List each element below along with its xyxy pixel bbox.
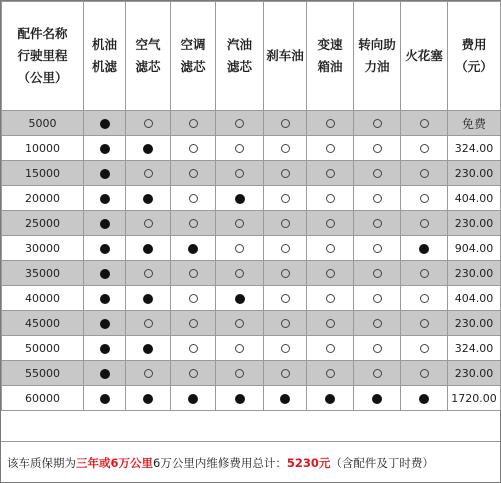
filled-circle-icon [325, 394, 335, 404]
filled-circle-icon [100, 169, 110, 179]
service-mark-cell [171, 361, 216, 386]
hollow-circle-icon [373, 344, 382, 353]
service-mark-cell [126, 186, 171, 211]
footer-total-highlight: 5230元 [286, 455, 331, 470]
header-fee-line-2: （元） [455, 59, 493, 74]
service-mark-cell [401, 211, 448, 236]
hollow-circle-icon [281, 119, 290, 128]
table-row [2, 186, 501, 211]
service-mark-cell [264, 361, 307, 386]
header-ac-filter [171, 2, 216, 111]
hollow-circle-icon [144, 219, 153, 228]
mileage-cell: 20000 [2, 186, 84, 211]
filled-circle-icon [235, 194, 245, 204]
service-mark-cell [216, 211, 264, 236]
hollow-circle-icon [235, 319, 244, 328]
table-row [2, 286, 501, 311]
service-mark-cell [264, 211, 307, 236]
header-brake-fluid-line-1: 刹车油 [266, 48, 304, 63]
service-mark-cell [216, 386, 264, 411]
hollow-circle-icon [420, 169, 429, 178]
service-mark-cell [401, 186, 448, 211]
service-mark-cell [126, 111, 171, 136]
filled-circle-icon [100, 344, 110, 354]
hollow-circle-icon [326, 319, 335, 328]
service-mark-cell [401, 386, 448, 411]
service-mark-cell [126, 261, 171, 286]
header-mileage [2, 2, 84, 111]
mileage-cell: 45000 [2, 311, 84, 336]
table-row [2, 336, 501, 361]
header-ac-filter-line-2: 滤芯 [180, 59, 206, 74]
hollow-circle-icon [281, 244, 290, 253]
service-mark-cell [84, 161, 126, 186]
service-mark-cell [354, 186, 401, 211]
service-mark-cell [216, 311, 264, 336]
hollow-circle-icon [420, 119, 429, 128]
service-mark-cell [354, 136, 401, 161]
hollow-circle-icon [235, 144, 244, 153]
service-mark-cell [126, 386, 171, 411]
hollow-circle-icon [144, 369, 153, 378]
service-mark-cell [126, 161, 171, 186]
header-fee-line-1: 费用 [461, 37, 487, 52]
header-oil-filter-line-2: 机滤 [91, 59, 117, 74]
hollow-circle-icon [373, 319, 382, 328]
filled-circle-icon [143, 294, 153, 304]
service-mark-cell [84, 136, 126, 161]
hollow-circle-icon [420, 269, 429, 278]
filled-circle-icon [143, 244, 153, 254]
hollow-circle-icon [281, 369, 290, 378]
service-mark-cell [171, 311, 216, 336]
hollow-circle-icon [326, 269, 335, 278]
filled-circle-icon [100, 369, 110, 379]
service-mark-cell [354, 386, 401, 411]
service-mark-cell [84, 361, 126, 386]
fee-cell: 230.00 [448, 311, 501, 336]
service-mark-cell [354, 111, 401, 136]
fee-cell: 230.00 [448, 361, 501, 386]
hollow-circle-icon [189, 219, 198, 228]
header-oil-filter-line-1: 机油 [91, 37, 117, 52]
table-row [2, 311, 501, 336]
service-mark-cell [84, 236, 126, 261]
hollow-circle-icon [281, 144, 290, 153]
hollow-circle-icon [420, 219, 429, 228]
hollow-circle-icon [373, 119, 382, 128]
service-mark-cell [354, 336, 401, 361]
mileage-cell: 40000 [2, 286, 84, 311]
hollow-circle-icon [326, 119, 335, 128]
service-mark-cell [354, 286, 401, 311]
hollow-circle-icon [326, 144, 335, 153]
hollow-circle-icon [326, 294, 335, 303]
mileage-cell: 30000 [2, 236, 84, 261]
service-mark-cell [264, 186, 307, 211]
service-mark-cell [401, 111, 448, 136]
service-mark-cell [307, 361, 354, 386]
hollow-circle-icon [373, 294, 382, 303]
mileage-cell: 35000 [2, 261, 84, 286]
service-mark-cell [216, 361, 264, 386]
header-row [2, 2, 501, 111]
service-mark-cell [126, 286, 171, 311]
filled-circle-icon [419, 394, 429, 404]
mileage-cell: 10000 [2, 136, 84, 161]
header-air-filter-line-2: 滤芯 [135, 59, 161, 74]
filled-circle-icon [100, 119, 110, 129]
service-mark-cell [264, 236, 307, 261]
filled-circle-icon [143, 194, 153, 204]
service-mark-cell [354, 211, 401, 236]
service-mark-cell [307, 161, 354, 186]
service-mark-cell [216, 186, 264, 211]
service-mark-cell [216, 236, 264, 261]
header-fuel-filter [216, 2, 264, 111]
hollow-circle-icon [189, 194, 198, 203]
service-mark-cell [354, 261, 401, 286]
footer-text-1: 该车质保期为 [7, 455, 76, 470]
filled-circle-icon [143, 394, 153, 404]
service-mark-cell [84, 111, 126, 136]
header-power-steering-oil-line-2: 力油 [364, 59, 390, 74]
filled-circle-icon [235, 294, 245, 304]
mileage-cell: 50000 [2, 336, 84, 361]
service-mark-cell [264, 261, 307, 286]
filled-circle-icon [372, 394, 382, 404]
hollow-circle-icon [281, 219, 290, 228]
header-power-steering-oil-line-1: 转向助 [358, 37, 396, 52]
header-oil-filter [84, 2, 126, 111]
service-mark-cell [264, 161, 307, 186]
filled-circle-icon [143, 144, 153, 154]
table-row [2, 211, 501, 236]
service-mark-cell [84, 311, 126, 336]
service-mark-cell [216, 286, 264, 311]
fee-cell: 904.00 [448, 236, 501, 261]
hollow-circle-icon [373, 194, 382, 203]
hollow-circle-icon [189, 369, 198, 378]
service-mark-cell [171, 261, 216, 286]
filled-circle-icon [419, 244, 429, 254]
service-mark-cell [401, 261, 448, 286]
service-mark-cell [216, 111, 264, 136]
service-mark-cell [126, 361, 171, 386]
service-mark-cell [354, 236, 401, 261]
filled-circle-icon [100, 194, 110, 204]
mileage-cell: 25000 [2, 211, 84, 236]
hollow-circle-icon [144, 319, 153, 328]
mileage-cell: 5000 [2, 111, 84, 136]
service-mark-cell [126, 236, 171, 261]
filled-circle-icon [100, 144, 110, 154]
hollow-circle-icon [420, 344, 429, 353]
service-mark-cell [84, 386, 126, 411]
table-row [2, 386, 501, 411]
service-mark-cell [307, 236, 354, 261]
filled-circle-icon [280, 394, 290, 404]
fee-cell: 230.00 [448, 261, 501, 286]
maintenance-table [1, 1, 501, 411]
hollow-circle-icon [189, 144, 198, 153]
service-mark-cell [307, 211, 354, 236]
header-air-filter-line-1: 空气 [135, 37, 161, 52]
service-mark-cell [171, 111, 216, 136]
hollow-circle-icon [235, 219, 244, 228]
service-mark-cell [216, 261, 264, 286]
hollow-circle-icon [373, 369, 382, 378]
hollow-circle-icon [326, 219, 335, 228]
filled-circle-icon [235, 394, 245, 404]
header-brake-fluid [264, 2, 307, 111]
fee-cell: 230.00 [448, 211, 501, 236]
hollow-circle-icon [189, 344, 198, 353]
hollow-circle-icon [281, 344, 290, 353]
service-mark-cell [401, 361, 448, 386]
service-mark-cell [307, 136, 354, 161]
hollow-circle-icon [373, 169, 382, 178]
hollow-circle-icon [144, 269, 153, 278]
hollow-circle-icon [235, 169, 244, 178]
header-fuel-filter-line-1: 汽油 [226, 37, 252, 52]
mileage-cell: 55000 [2, 361, 84, 386]
hollow-circle-icon [373, 219, 382, 228]
hollow-circle-icon [420, 294, 429, 303]
service-mark-cell [171, 211, 216, 236]
hollow-circle-icon [189, 319, 198, 328]
hollow-circle-icon [281, 194, 290, 203]
header-transmission-oil-line-2: 箱油 [317, 59, 343, 74]
service-mark-cell [264, 386, 307, 411]
hollow-circle-icon [420, 319, 429, 328]
hollow-circle-icon [281, 294, 290, 303]
service-mark-cell [264, 311, 307, 336]
service-mark-cell [171, 136, 216, 161]
table-row [2, 111, 501, 136]
hollow-circle-icon [281, 319, 290, 328]
header-transmission-oil [307, 2, 354, 111]
header-ac-filter-line-1: 空调 [180, 37, 206, 52]
service-mark-cell [307, 261, 354, 286]
hollow-circle-icon [373, 144, 382, 153]
hollow-circle-icon [144, 169, 153, 178]
hollow-circle-icon [326, 344, 335, 353]
service-mark-cell [84, 286, 126, 311]
service-mark-cell [264, 136, 307, 161]
header-spark-plug [401, 2, 448, 111]
service-mark-cell [171, 161, 216, 186]
service-mark-cell [171, 336, 216, 361]
fee-cell: 404.00 [448, 186, 501, 211]
hollow-circle-icon [189, 269, 198, 278]
footer-text-2: 6万公里内维修费用总计： [153, 455, 287, 470]
filled-circle-icon [188, 244, 198, 254]
service-mark-cell [354, 311, 401, 336]
service-mark-cell [171, 186, 216, 211]
table-row [2, 361, 501, 386]
table-row [2, 136, 501, 161]
service-mark-cell [216, 161, 264, 186]
service-mark-cell [171, 236, 216, 261]
service-mark-cell [354, 361, 401, 386]
filled-circle-icon [100, 394, 110, 404]
hollow-circle-icon [420, 144, 429, 153]
service-mark-cell [84, 336, 126, 361]
fee-cell: 免费 [448, 111, 501, 136]
hollow-circle-icon [326, 194, 335, 203]
service-mark-cell [307, 336, 354, 361]
hollow-circle-icon [326, 244, 335, 253]
service-mark-cell [354, 161, 401, 186]
header-transmission-oil-line-1: 变速 [317, 37, 343, 52]
hollow-circle-icon [373, 244, 382, 253]
hollow-circle-icon [235, 269, 244, 278]
hollow-circle-icon [326, 169, 335, 178]
service-mark-cell [307, 386, 354, 411]
footer-warranty-highlight: 三年或6万公里 [76, 455, 154, 470]
service-mark-cell [307, 111, 354, 136]
service-mark-cell [401, 136, 448, 161]
service-mark-cell [264, 286, 307, 311]
hollow-circle-icon [420, 369, 429, 378]
fee-cell: 324.00 [448, 336, 501, 361]
service-mark-cell [401, 161, 448, 186]
hollow-circle-icon [189, 294, 198, 303]
filled-circle-icon [143, 344, 153, 354]
service-mark-cell [307, 186, 354, 211]
hollow-circle-icon [189, 119, 198, 128]
service-mark-cell [401, 336, 448, 361]
mileage-cell: 60000 [2, 386, 84, 411]
table-row [2, 161, 501, 186]
filled-circle-icon [100, 269, 110, 279]
hollow-circle-icon [235, 344, 244, 353]
fee-cell: 404.00 [448, 286, 501, 311]
service-mark-cell [84, 261, 126, 286]
header-mileage-line-3: （公里） [17, 70, 68, 85]
filled-circle-icon [100, 219, 110, 229]
service-mark-cell [264, 336, 307, 361]
service-mark-cell [84, 186, 126, 211]
service-mark-cell [84, 211, 126, 236]
hollow-circle-icon [235, 369, 244, 378]
service-mark-cell [264, 111, 307, 136]
header-power-steering-oil [354, 2, 401, 111]
table-body [2, 111, 501, 411]
filled-circle-icon [188, 394, 198, 404]
hollow-circle-icon [235, 119, 244, 128]
service-mark-cell [126, 136, 171, 161]
mileage-cell: 15000 [2, 161, 84, 186]
service-mark-cell [401, 286, 448, 311]
filled-circle-icon [100, 294, 110, 304]
fee-cell: 1720.00 [448, 386, 501, 411]
hollow-circle-icon [281, 269, 290, 278]
hollow-circle-icon [420, 194, 429, 203]
hollow-circle-icon [373, 269, 382, 278]
footer-text-3: （含配件及丁时费） [330, 455, 434, 470]
service-mark-cell [401, 236, 448, 261]
warranty-footer [1, 441, 500, 483]
hollow-circle-icon [326, 369, 335, 378]
service-mark-cell [216, 336, 264, 361]
table-row [2, 236, 501, 261]
service-mark-cell [401, 311, 448, 336]
header-mileage-line-1: 配件名称 [17, 26, 68, 41]
service-mark-cell [126, 311, 171, 336]
service-mark-cell [171, 386, 216, 411]
hollow-circle-icon [235, 244, 244, 253]
service-mark-cell [216, 136, 264, 161]
header-fee [448, 2, 501, 111]
fee-cell: 324.00 [448, 136, 501, 161]
filled-circle-icon [100, 319, 110, 329]
header-fuel-filter-line-2: 滤芯 [226, 59, 252, 74]
hollow-circle-icon [144, 119, 153, 128]
hollow-circle-icon [189, 169, 198, 178]
service-mark-cell [171, 286, 216, 311]
header-mileage-line-2: 行驶里程 [17, 48, 68, 63]
service-mark-cell [307, 311, 354, 336]
fee-cell: 230.00 [448, 161, 501, 186]
service-mark-cell [126, 336, 171, 361]
header-spark-plug-line-1: 火花塞 [405, 48, 443, 63]
service-mark-cell [307, 286, 354, 311]
table-row [2, 261, 501, 286]
service-mark-cell [126, 211, 171, 236]
hollow-circle-icon [281, 169, 290, 178]
header-air-filter [126, 2, 171, 111]
filled-circle-icon [100, 244, 110, 254]
